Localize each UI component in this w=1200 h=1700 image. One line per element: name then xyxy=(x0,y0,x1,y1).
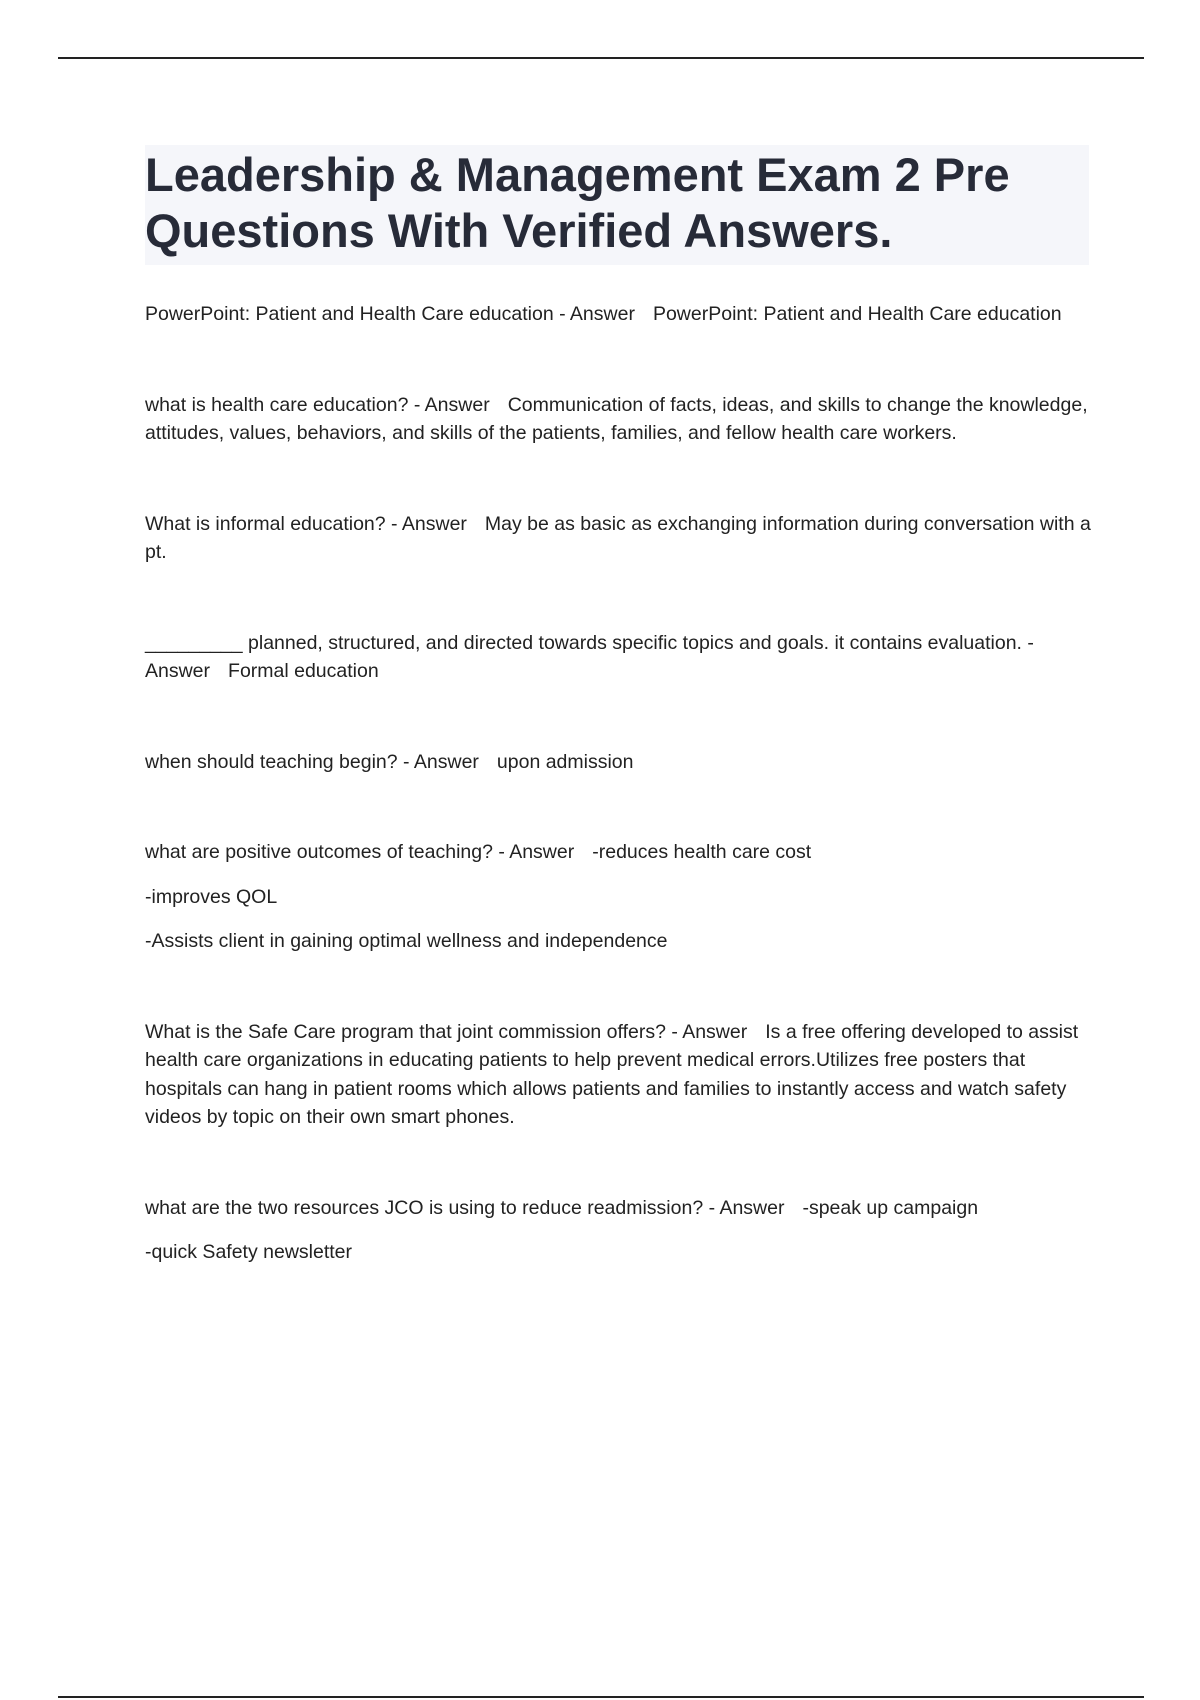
question-text: what are the two resources JCO is using to reduce readmission? xyxy=(145,1196,704,1219)
qa-item xyxy=(145,510,1095,567)
answer-marker: - Answer xyxy=(403,750,479,773)
answer-continuation: -improves QOL xyxy=(145,885,278,908)
question-text: PowerPoint: Patient and Health Care education xyxy=(145,303,554,325)
qa-item xyxy=(145,1194,1095,1267)
answer-marker: - Answer xyxy=(559,303,635,325)
qa-line xyxy=(145,748,1095,777)
qa-line xyxy=(145,1194,1095,1223)
bottom-divider xyxy=(58,1696,1144,1698)
question-text: What is the Safe Care program that joint commission offers? xyxy=(145,1020,666,1043)
qa-item xyxy=(145,748,1095,777)
qa-item xyxy=(145,391,1095,448)
question-text: What is informal education? xyxy=(145,512,386,535)
answer-text: Communication of facts, ideas, and skills to change the knowledge, attitudes, values, behaviors, and skills of the patients, families, and fellow health care workers. xyxy=(145,393,1088,444)
qa-item xyxy=(145,300,1095,329)
question-text: when should teaching begin? xyxy=(145,750,398,773)
qa-item xyxy=(145,629,1095,686)
answer-text: Formal education xyxy=(228,660,379,682)
qa-line xyxy=(145,1018,1095,1132)
answer-marker: - Answer xyxy=(413,393,490,416)
question-text: what is health care education? xyxy=(145,393,409,416)
qa-list xyxy=(145,300,1095,1329)
question-text: what are positive outcomes of teaching? xyxy=(145,841,493,863)
answer-text: -speak up campaign xyxy=(802,1196,979,1219)
qa-line xyxy=(145,391,1095,448)
qa-item xyxy=(145,838,1095,956)
question-text: _________ planned, structured, and directed towards specific topics and goals. it contains evaluation. xyxy=(145,631,1022,654)
answer-marker: - Answer xyxy=(391,512,467,535)
top-divider xyxy=(58,57,1144,59)
title-block xyxy=(145,145,1089,265)
qa-line xyxy=(145,629,1095,686)
answer-marker: - Answer xyxy=(498,841,575,863)
answer-text: May be as basic as exchanging information during conversation with a pt. xyxy=(145,512,1091,563)
answer-text: Is a free offering developed to assist health care organizations in educating patients to help prevent medical errors.Utilizes free posters that hospitals can hang in patient rooms which allows patients and families to instantly access and watch safety videos by topic on their own smart phones. xyxy=(145,1020,1079,1128)
qa-line xyxy=(145,300,1095,329)
answer-text: upon admission xyxy=(496,750,634,773)
qa-item xyxy=(145,1018,1095,1132)
answer-text: -reduces health care cost xyxy=(592,841,812,863)
document-title: Leadership & Management Exam 2 Pre Questions With Verified Answers. xyxy=(145,148,1010,257)
qa-line xyxy=(145,838,1095,867)
answer-continuation: -quick Safety newsletter xyxy=(145,1241,353,1263)
answer-marker: - Answer xyxy=(708,1196,785,1219)
answer-continuation: -Assists client in gaining optimal wellness and independence xyxy=(145,930,668,952)
answer-marker: - Answer xyxy=(145,631,1034,682)
answer-text: PowerPoint: Patient and Health Care education xyxy=(652,303,1062,325)
qa-line xyxy=(145,510,1095,567)
answer-marker: - Answer xyxy=(671,1020,748,1043)
